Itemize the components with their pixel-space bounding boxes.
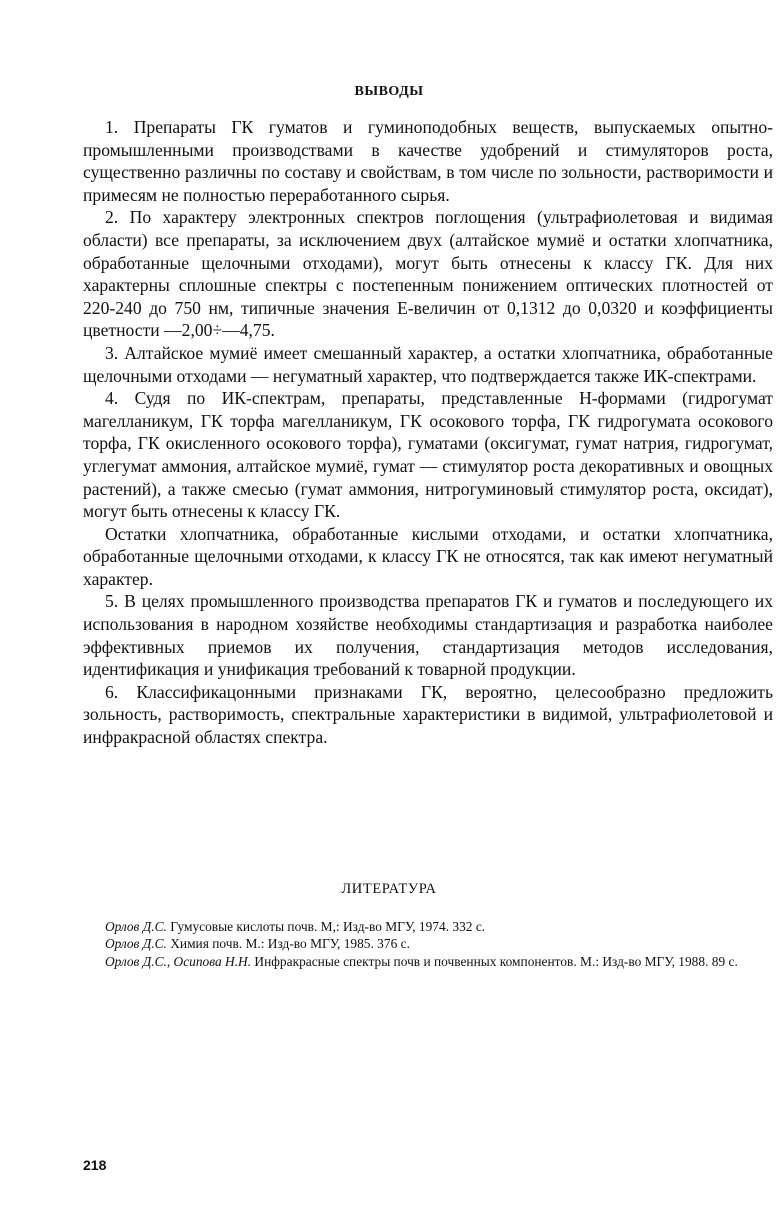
conclusion-paragraph: 6. Классификацонными признаками ГК, вероятно, целесообразно предложить зольность, растворимость, спектральные характеристики в видимой, ультрафиолетовой и инфракрасной областях спектра. (83, 681, 773, 748)
conclusion-paragraph: 1. Препараты ГК гуматов и гуминоподобных веществ, выпускаемых опытно-промышленными производствами в качестве удобрений и стимуляторов роста, существенно различны по составу и свойствам, в том числе по зольности, растворимости и примесям не полностью переработанного сырья. (83, 117, 773, 205)
reference-text: Гумусовые кислоты почв. М,: Изд-во МГУ, 1974. 332 с. (170, 919, 486, 934)
reference-item (83, 953, 773, 970)
conclusion-paragraph: Остатки хлопчатника, обработанные кислыми отходами, и остатки хлопчатника, обработанные щелочными отходами, к классу ГК не относятся, так как имеют негуматный характер. (83, 523, 773, 589)
conclusion-paragraph: 5. В целях промышленного производства препаратов ГК и гуматов и последующего их использования в народном хозяйстве необходимы стандартизация и разработка наиболее эффективных приемов их получения, стандартизация методов исследования, идентификация и унификация требований к товарной продукции. (83, 591, 773, 680)
references-heading: ЛИТЕРАТУРА (341, 881, 437, 897)
conclusion-paragraph: 2. По характеру электронных спектров поглощения (ультрафиолетовая и видимая области) все препараты, за исключением двух (алтайское мумиё и остатки хлопчатника, обработанные щелочными отходами), могут быть отнесены к классу ГК. Для них характерны сплошные спектры с постепенным понижением оптических плотностей от 220-240 до 750 нм, типичные значения Е-величин от 0,1312 до 0,0320 и коэффициенты цветности —2,00÷—4,75. (83, 207, 773, 341)
reference-author: Орлов Д.С. (105, 936, 167, 952)
conclusions-heading: ВЫВОДЫ (354, 84, 424, 99)
reference-item (83, 918, 773, 935)
conclusion-paragraph: 3. Алтайское мумиё имеет смешанный характер, а остатки хлопчатника, обработанные щелочными отходами — негуматный характер, что подтверждается также ИК-спектрами. (83, 342, 773, 386)
reference-author: Орлов Д.С., Осипова Н.Н. (105, 953, 252, 969)
reference-text: Инфракрасные спектры почв и почвенных компонентов. М.: Изд-во МГУ, 1988. 89 с. (254, 953, 738, 969)
reference-author: Орлов Д.С. (105, 919, 167, 934)
reference-text: Химия почв. М.: Изд-во МГУ, 1985. 376 с. (170, 936, 410, 952)
reference-item (83, 935, 773, 952)
conclusions-section (83, 116, 773, 749)
conclusion-paragraph: 4. Судя по ИК-спектрам, препараты, представленные Н-формами (гидрогумат магелланикум, ГК торфа магелланикум, ГК осокового торфа, ГК гидрогумата осокового торфа, ГК окисленного осокового торфа), гуматами (оксигумат, гумат натрия, гидрогумат, углегумат аммония, алтайское мумиё, гумат — стимулятор роста декоративных и овощных растений), а также смесью (гумат аммония, нитрогуминовый стимулятор роста, оксидат), могут быть отнесены к классу ГК. (83, 388, 773, 522)
page-number: 218 (83, 1157, 107, 1173)
references-list (83, 918, 773, 970)
